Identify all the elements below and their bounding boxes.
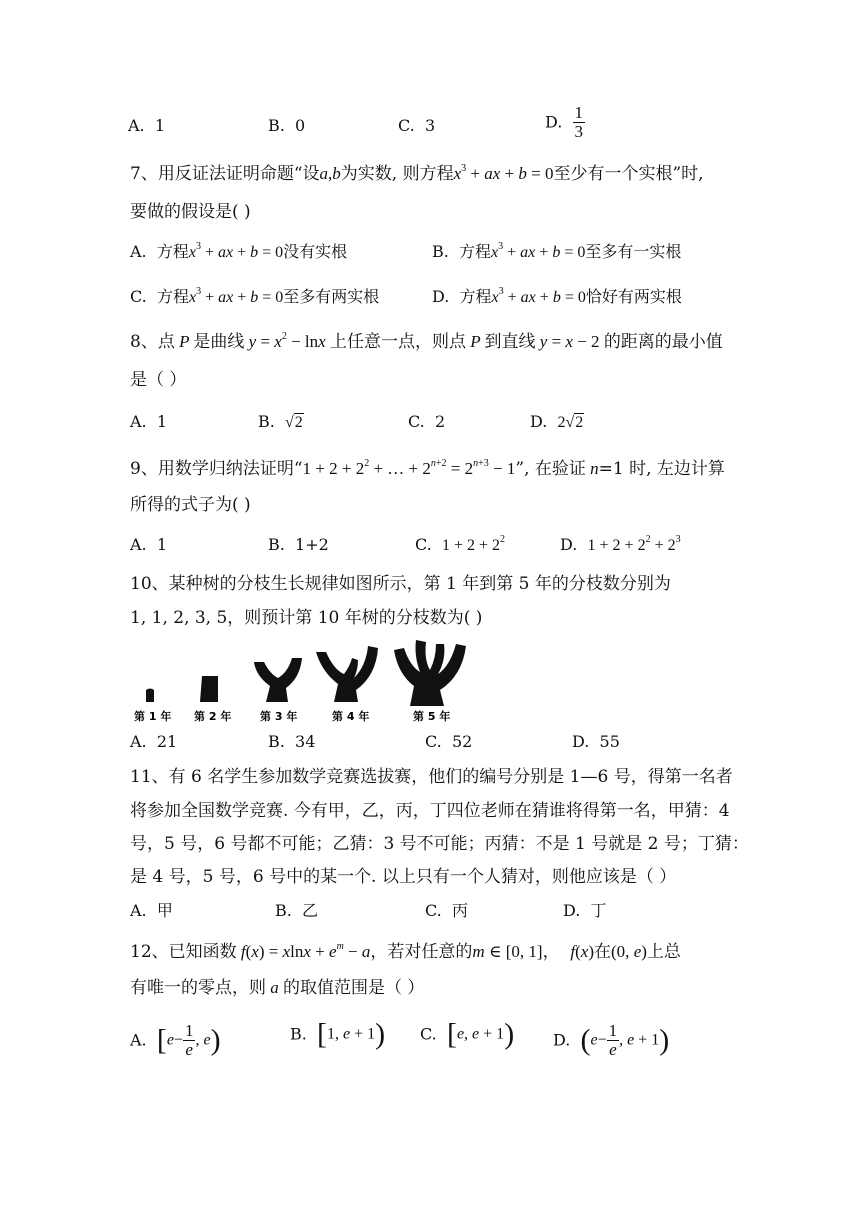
q8-text: 是曲线	[193, 332, 245, 352]
q7-stem-line1: 7、用反证法证明命题“设a,b为实数, 则方程$x^3$ + ax + b = 0至少有一个实根”时,	[130, 163, 704, 184]
q11-stem-line1: 11、有 6 名学生参加数学竞赛选拔赛，他们的编号分别是 1—6 号，得第一名者	[130, 767, 733, 787]
option-text: 方程	[459, 242, 492, 261]
q9-text: 用数学归纳法证明“	[157, 459, 303, 479]
option-label: B.	[290, 1024, 307, 1044]
option-text: 方程	[156, 242, 189, 261]
option-label: A.	[130, 901, 147, 920]
option-value: 21	[156, 732, 178, 751]
q6-option-d	[545, 104, 585, 141]
q12-text: 上总	[646, 942, 681, 962]
option-value: 1	[156, 535, 167, 554]
question-number: 8、	[130, 332, 158, 352]
option-text: 方程	[156, 287, 189, 306]
q8-stem-line1: 8、点 P 是曲线 $y = x^2 - \ln x$ 上任意一点，则点 P 到直线 y = x − 2 的距离的最小值	[130, 331, 723, 352]
option-label: D.	[563, 901, 581, 920]
option-label: D.	[560, 535, 578, 554]
option-label: A.	[130, 1030, 147, 1050]
q11-option-b	[275, 899, 318, 923]
option-text: 恰好有两实根	[585, 287, 682, 306]
option-value: 甲	[156, 901, 173, 920]
option-label: C.	[130, 287, 147, 306]
q11-stem-line2: 将参加全国数学竞赛. 今有甲，乙，丙，丁四位老师在猜谁将得第一名，甲猜：4	[130, 801, 730, 821]
option-label: C.	[415, 535, 432, 554]
option-value: 1	[154, 116, 165, 135]
q8-text: 到直线	[484, 332, 536, 352]
q12-text: 在	[594, 942, 612, 962]
option-text: 没有实根	[283, 242, 348, 261]
q9-option-a	[130, 533, 167, 557]
q11-stem-line3: 号，5 号，6 号都不可能；乙猜：3 号不可能；丙猜：不是 1 号就是 2 号；丁猜：	[130, 834, 749, 854]
question-number: 10、	[130, 574, 169, 594]
q9-stem-line2: 所得的式子为( )	[130, 495, 251, 515]
q12-option-c: C. [e, e + 1)	[420, 1017, 515, 1051]
option-label: B.	[268, 732, 285, 751]
math-vars: a	[319, 164, 329, 183]
q8-option-b	[258, 410, 304, 435]
q9-option-b	[268, 533, 329, 557]
year-4-label: 第 4 年	[332, 710, 370, 723]
tree-year-4	[316, 646, 378, 702]
q8-text: 点	[157, 332, 175, 352]
q11-option-d	[563, 899, 607, 923]
q9-stem-line1: 9、用数学归纳法证明“$1 + 2 + 2^2$ + … + $2^{n+2} = 2^{n+3} - 1$”, 在验证 n=1 时, 左边计算	[130, 458, 725, 479]
option-label: D.	[545, 112, 563, 132]
sqrt: √2	[565, 414, 584, 431]
q8-option-d	[530, 410, 584, 435]
q9-text: =1 时, 左边计算	[598, 459, 725, 479]
q7-text: 至少有一个实根”时,	[553, 164, 704, 184]
q6-option-c	[398, 114, 435, 138]
tree-year-5	[394, 640, 466, 706]
option-text: 方程	[459, 287, 492, 306]
fraction-numerator: 1	[574, 103, 584, 122]
option-expression: $1 + 2 + 2^2 + 2^3$	[587, 534, 681, 554]
radicand: 2	[575, 414, 584, 431]
option-value: 2	[434, 412, 446, 431]
q10-stem-line1	[130, 572, 671, 596]
year-3-label: 第 3 年	[260, 710, 298, 723]
q7-option-a: A. 方程$x^3$ + ax + b = 0没有实根	[130, 241, 348, 261]
q7-option-d: D. 方程$x^3$ + ax + b = 0恰好有两实根	[432, 286, 682, 306]
option-label: D.	[530, 412, 548, 431]
q7-stem-line2: 要做的假设是( )	[130, 202, 251, 222]
q11-stem-line4: 是 4 号，5 号，6 号中的某一个. 以上只有一个人猜对，则他应该是（ ）	[130, 867, 677, 887]
coefficient: 2	[557, 414, 566, 431]
tree-year-2	[200, 676, 218, 702]
q6-option-b	[268, 114, 305, 138]
option-value: 55	[599, 732, 620, 751]
q10-option-b	[268, 730, 315, 754]
option-label: B.	[268, 116, 285, 135]
option-label: C.	[408, 412, 425, 431]
radicand: 2	[294, 414, 303, 431]
question-number: 9、	[130, 459, 158, 479]
option-label: C.	[425, 901, 442, 920]
option-label: A.	[130, 535, 147, 554]
q10-stem-line2: 1, 1, 2, 3, 5，则预计第 10 年树的分枝数为( )	[130, 608, 483, 628]
option-label: A.	[130, 242, 147, 261]
q10-option-d	[572, 730, 620, 754]
q12-option-a: A. [e− $\frac{1}{e}$ , e)	[130, 1021, 221, 1059]
sqrt: √2	[285, 414, 303, 431]
fraction	[573, 104, 586, 141]
option-text: 至多有一实根	[585, 242, 682, 261]
q8-stem-line2: 是（ ）	[130, 370, 187, 390]
option-label: A.	[128, 116, 145, 135]
option-value: 1	[156, 412, 167, 431]
option-value: 乙	[302, 901, 319, 920]
q11-option-c	[425, 899, 468, 923]
q8-text: 上任意一点，则点	[329, 332, 466, 352]
q11-option-a	[130, 899, 173, 923]
option-label: D.	[553, 1030, 571, 1050]
q12-text: ，	[542, 942, 560, 962]
option-value: 34	[295, 732, 316, 751]
q12-text: ，若对任意的	[370, 942, 473, 962]
option-label: B.	[258, 412, 275, 431]
q10-option-c	[425, 730, 472, 754]
q8-text: 的距离的最小值	[603, 332, 723, 352]
fraction-denominator: 3	[574, 122, 584, 141]
q9-option-d	[560, 533, 681, 558]
math-equation: x	[453, 164, 462, 183]
option-label: D.	[572, 732, 590, 751]
tree-growth-illustration	[128, 636, 478, 726]
q12-stem-line2: 有唯一的零点，则 a 的取值范围是（ ）	[130, 978, 425, 998]
option-value: 丁	[590, 901, 607, 920]
q12-option-b: B. [1, e + 1)	[290, 1017, 386, 1051]
question-number: 12、	[130, 942, 169, 962]
year-1-label: 第 1 年	[134, 710, 172, 723]
q7-text: 用反证法证明命题“设	[157, 164, 320, 184]
q8-option-a	[130, 410, 167, 434]
option-text: 至多有两实根	[283, 287, 380, 306]
option-label: B.	[275, 901, 292, 920]
q12-option-d: D. (e− $\frac{1}{e}$ , e + 1)	[553, 1021, 670, 1059]
option-label: B.	[432, 242, 449, 261]
option-value: 0	[295, 116, 306, 135]
year-2-label: 第 2 年	[194, 710, 232, 723]
q12-stem-line1: 12、已知函数 $f(x) = xlnx + e^m - a$，若对任意的m ∈ [0, 1]， f(x)在(0, e)上总	[130, 941, 681, 962]
option-label: C.	[425, 732, 442, 751]
q7-option-b: B. 方程$x^3$ + ax + b = 0至多有一实根	[432, 241, 682, 261]
option-label: A.	[130, 412, 147, 431]
question-number: 7、	[130, 164, 158, 184]
tree-year-1	[146, 689, 154, 703]
option-expression: $1 + 2 + 2^2$	[441, 534, 505, 554]
q12-text: 已知函数	[168, 942, 237, 962]
q7-text: 为实数, 则方程	[340, 164, 454, 184]
option-label: C.	[420, 1024, 437, 1044]
option-label: A.	[130, 732, 147, 751]
option-value: 丙	[451, 901, 468, 920]
q10-option-a	[130, 730, 177, 754]
option-value: 1+2	[295, 535, 329, 554]
q7-option-c: C. 方程$x^3$ + ax + b = 0至多有两实根	[130, 286, 380, 306]
year-5-label: 第 5 年	[413, 710, 451, 723]
q12-text: 的取值范围是（ ）	[283, 978, 425, 998]
option-label: C.	[398, 116, 415, 135]
q12-text: 有唯一的零点，则	[130, 978, 266, 998]
option-value: 3	[424, 116, 436, 135]
tree-growth-figure	[128, 636, 478, 726]
q8-option-c	[408, 410, 445, 434]
q9-option-c	[415, 533, 505, 558]
option-label: D.	[432, 287, 450, 306]
tree-year-3	[254, 658, 302, 702]
option-label: B.	[268, 535, 285, 554]
option-value: 52	[451, 732, 473, 751]
q6-option-a	[128, 114, 165, 138]
q10-text: 某种树的分枝生长规律如图所示，第 1 年到第 5 年的分枝数分别为	[168, 574, 671, 594]
q9-text: ”, 在验证	[515, 459, 586, 479]
